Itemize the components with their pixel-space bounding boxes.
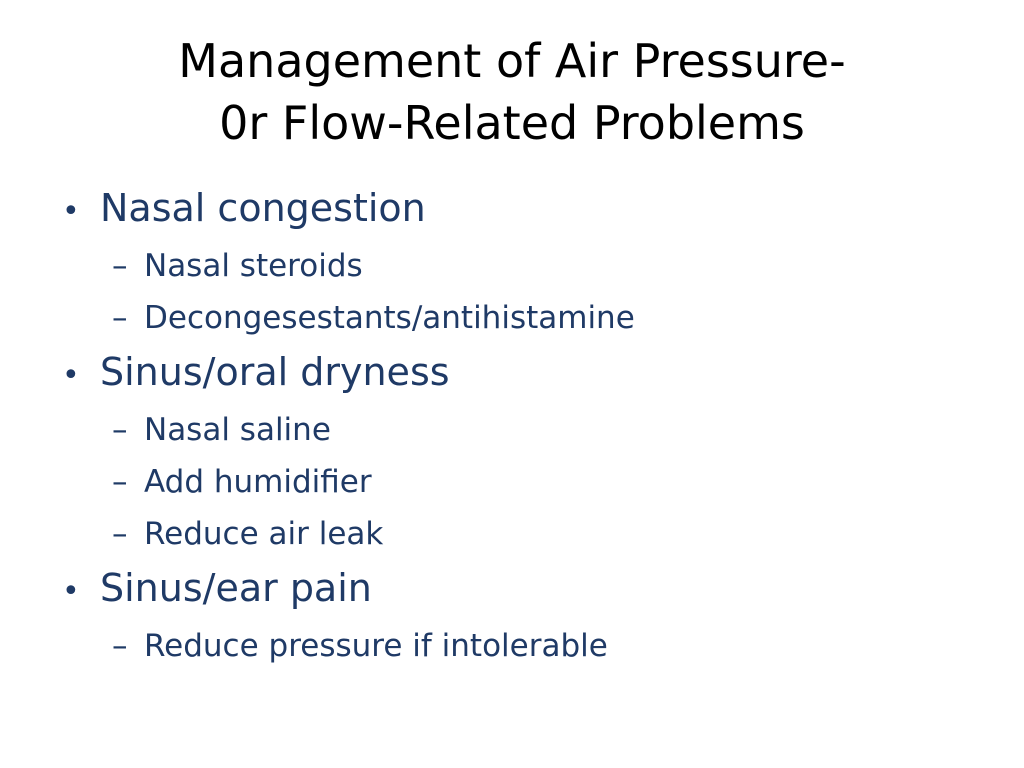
sub-item-label: Nasal saline (144, 412, 331, 448)
dash-mark: – (112, 516, 128, 552)
bullet-item-nasal-congestion (62, 180, 982, 344)
bullet-mark: • (62, 194, 80, 229)
title-line-1: Management of Air Pressure- (178, 34, 846, 88)
sub-item-label: Reduce air leak (144, 516, 384, 552)
bullet-mark: • (62, 358, 80, 393)
bullet-label: Sinus/ear pain (100, 566, 372, 610)
dash-mark: – (112, 248, 128, 284)
dash-mark: – (112, 628, 128, 664)
sub-list (62, 404, 982, 560)
sub-item-label: Nasal steroids (144, 248, 363, 284)
dash-mark: – (112, 412, 128, 448)
sub-item-nasal-steroids (112, 240, 982, 292)
sub-item-label: Add humidifier (144, 464, 372, 500)
title-line-2: 0r Flow-Related Problems (219, 96, 805, 150)
sub-item-decongestants (112, 292, 982, 344)
sub-item-label: Reduce pressure if intolerable (144, 628, 608, 664)
sub-list (62, 240, 982, 344)
bullet-mark: • (62, 574, 80, 609)
dash-mark: – (112, 464, 128, 500)
slide-title (40, 30, 984, 154)
bullet-item-sinus-oral-dryness (62, 344, 982, 560)
bullet-label: Nasal congestion (100, 186, 426, 230)
sub-item-add-humidifier (112, 456, 982, 508)
sub-item-nasal-saline (112, 404, 982, 456)
bullet-list (62, 180, 982, 672)
sub-item-label: Decongesestants/antihistamine (144, 300, 635, 336)
sub-item-reduce-pressure (112, 620, 982, 672)
sub-item-reduce-air-leak (112, 508, 982, 560)
dash-mark: – (112, 300, 128, 336)
bullet-label: Sinus/oral dryness (100, 350, 450, 394)
bullet-item-sinus-ear-pain (62, 560, 982, 672)
sub-list (62, 620, 982, 672)
